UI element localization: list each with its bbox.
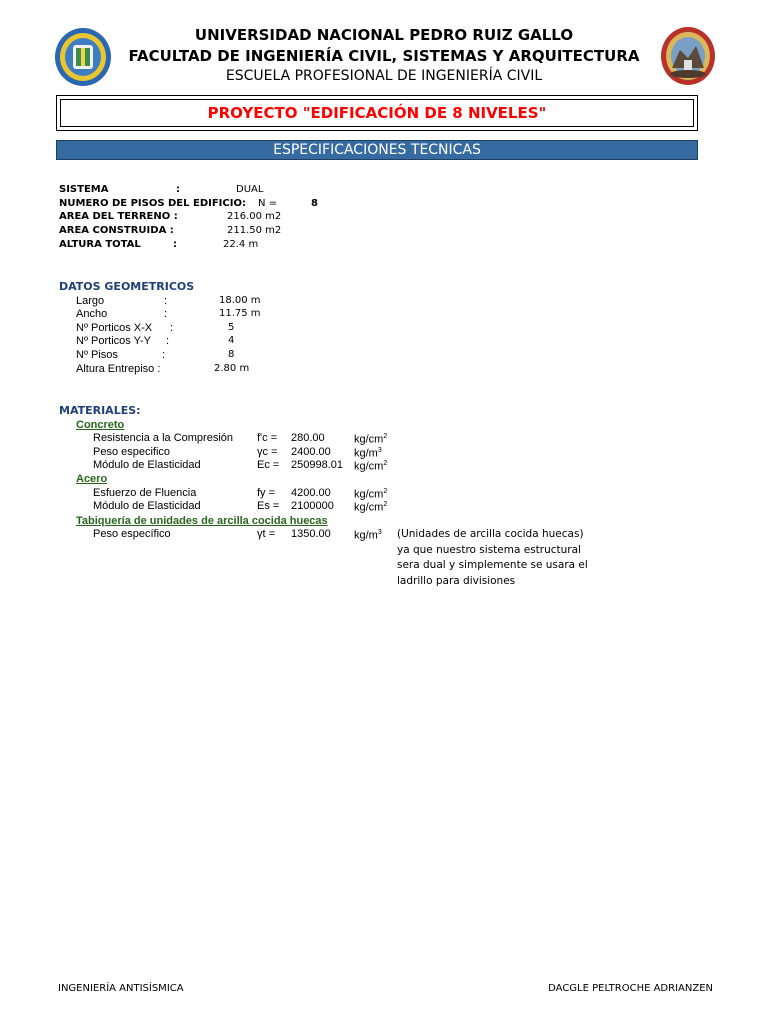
geometric-colon: : (164, 295, 168, 307)
material-label: Peso específico (93, 528, 171, 540)
university-name: UNIVERSIDAD NACIONAL PEDRO RUIZ GALLO (194, 26, 574, 44)
material-unit (354, 447, 382, 460)
area-terreno-value: 216.00 m2 (227, 211, 282, 222)
material-symbol: f'c = (257, 432, 278, 444)
project-title: PROYECTO "EDIFICACIÓN DE 8 NIVELES" (60, 99, 694, 127)
geometric-label: Ancho (76, 308, 108, 320)
geometric-value: 18.00 m (219, 295, 261, 306)
footer-course: INGENIERÍA ANTISÍSMICA (58, 983, 184, 994)
acero-title: Acero (76, 473, 108, 485)
unit-exponent: 2 (383, 433, 388, 440)
area-construida-value: 211.50 m2 (227, 225, 282, 236)
pisos-label: NUMERO DE PISOS DEL EDIFICIO: (59, 198, 246, 209)
material-unit (354, 501, 387, 514)
geometric-label: Nº Porticos Y-Y (76, 335, 151, 347)
footer-author: DACGLE PELTROCHE ADRIANZEN (548, 983, 713, 994)
note-line: (Unidades de arcilla cocida huecas) (397, 528, 584, 540)
unit-exponent: 3 (377, 447, 382, 454)
geometric-label: Largo (76, 295, 105, 307)
unit-base: kg/m (354, 529, 378, 542)
material-value: 2400.00 (291, 446, 331, 458)
geometric-colon: : (166, 335, 170, 347)
section-title-bar: ESPECIFICACIONES TECNICAS (56, 140, 698, 160)
altura-value: 22.4 m (223, 239, 259, 250)
geometric-value: 2.80 m (214, 363, 250, 374)
material-value: 280.00 (291, 432, 325, 444)
material-unit (354, 460, 387, 473)
altura-colon: : (173, 239, 177, 250)
geometric-value: 11.75 m (219, 308, 261, 319)
material-symbol: γc = (257, 446, 278, 458)
material-unit (354, 433, 387, 446)
note-line: ya que nuestro sistema estructural (397, 543, 581, 556)
geometric-label: Nº Porticos X-X (76, 322, 153, 334)
sistema-label: SISTEMA (59, 184, 109, 195)
faculty-name: FACULTAD DE INGENIERÍA CIVIL, SISTEMAS Y ARQUITECTURA (128, 47, 640, 65)
note-line: sera dual y simplemente se usara el (397, 559, 588, 571)
tabiqueria-note (397, 527, 588, 589)
material-symbol: γt = (257, 528, 276, 540)
geometric-value: 8 (228, 349, 235, 360)
material-symbol: Ec = (257, 459, 280, 471)
geometric-title: DATOS GEOMETRICOS (59, 280, 195, 293)
material-value: 250998.01 (291, 459, 343, 471)
material-label: Esfuerzo de Fluencia (93, 487, 197, 499)
unit-base: kg/cm (354, 488, 384, 501)
unit-exponent: 2 (383, 501, 388, 508)
unit-base: kg/cm (354, 460, 384, 473)
area-terreno-label: AREA DEL TERRENO : (59, 211, 178, 222)
material-label: Peso especifico (93, 446, 171, 458)
material-label: Módulo de Elasticidad (93, 500, 201, 512)
geometric-colon: : (170, 322, 174, 334)
material-value: 1350.00 (291, 528, 331, 540)
geometric-value: 5 (228, 322, 235, 333)
material-value: 4200.00 (291, 487, 331, 499)
unit-exponent: 2 (383, 460, 388, 467)
school-name: ESCUELA PROFESIONAL DE INGENIERÍA CIVIL (225, 68, 543, 84)
material-symbol: Es = (257, 500, 280, 512)
university-seal-logo (54, 27, 112, 87)
geometric-value: 4 (228, 335, 235, 346)
project-title-box (56, 95, 698, 131)
material-unit (354, 488, 387, 501)
material-label: Resistencia a la Compresión (93, 432, 234, 444)
material-symbol: fy = (257, 487, 276, 499)
unit-base: kg/cm (354, 433, 384, 446)
geometric-label: Altura Entrepiso : (76, 363, 161, 375)
material-unit (354, 529, 382, 542)
pisos-value: 8 (311, 198, 318, 209)
unit-base: kg/cm (354, 501, 384, 514)
unit-exponent: 2 (383, 488, 388, 495)
material-label: Módulo de Elasticidad (93, 459, 201, 471)
geometric-colon: : (164, 308, 168, 320)
pisos-symbol: N = (258, 198, 278, 209)
tabiqueria-title: Tabiquería de unidades de arcilla cocida huecas (76, 515, 328, 527)
concreto-title: Concreto (76, 419, 125, 431)
material-value: 2100000 (291, 500, 334, 512)
altura-label: ALTURA TOTAL (59, 239, 141, 250)
geometric-label: Nº Pisos (76, 349, 118, 361)
materials-title: MATERIALES: (59, 404, 141, 417)
unit-exponent: 3 (377, 529, 382, 536)
sistema-value: DUAL (236, 184, 264, 195)
unit-base: kg/m (354, 447, 378, 460)
sistema-colon: : (176, 184, 180, 195)
geometric-colon: : (162, 349, 166, 361)
note-line: ladrillo para divisiones (397, 574, 516, 587)
faculty-emblem-logo (660, 26, 716, 86)
area-construida-label: AREA CONSTRUIDA : (59, 225, 174, 236)
